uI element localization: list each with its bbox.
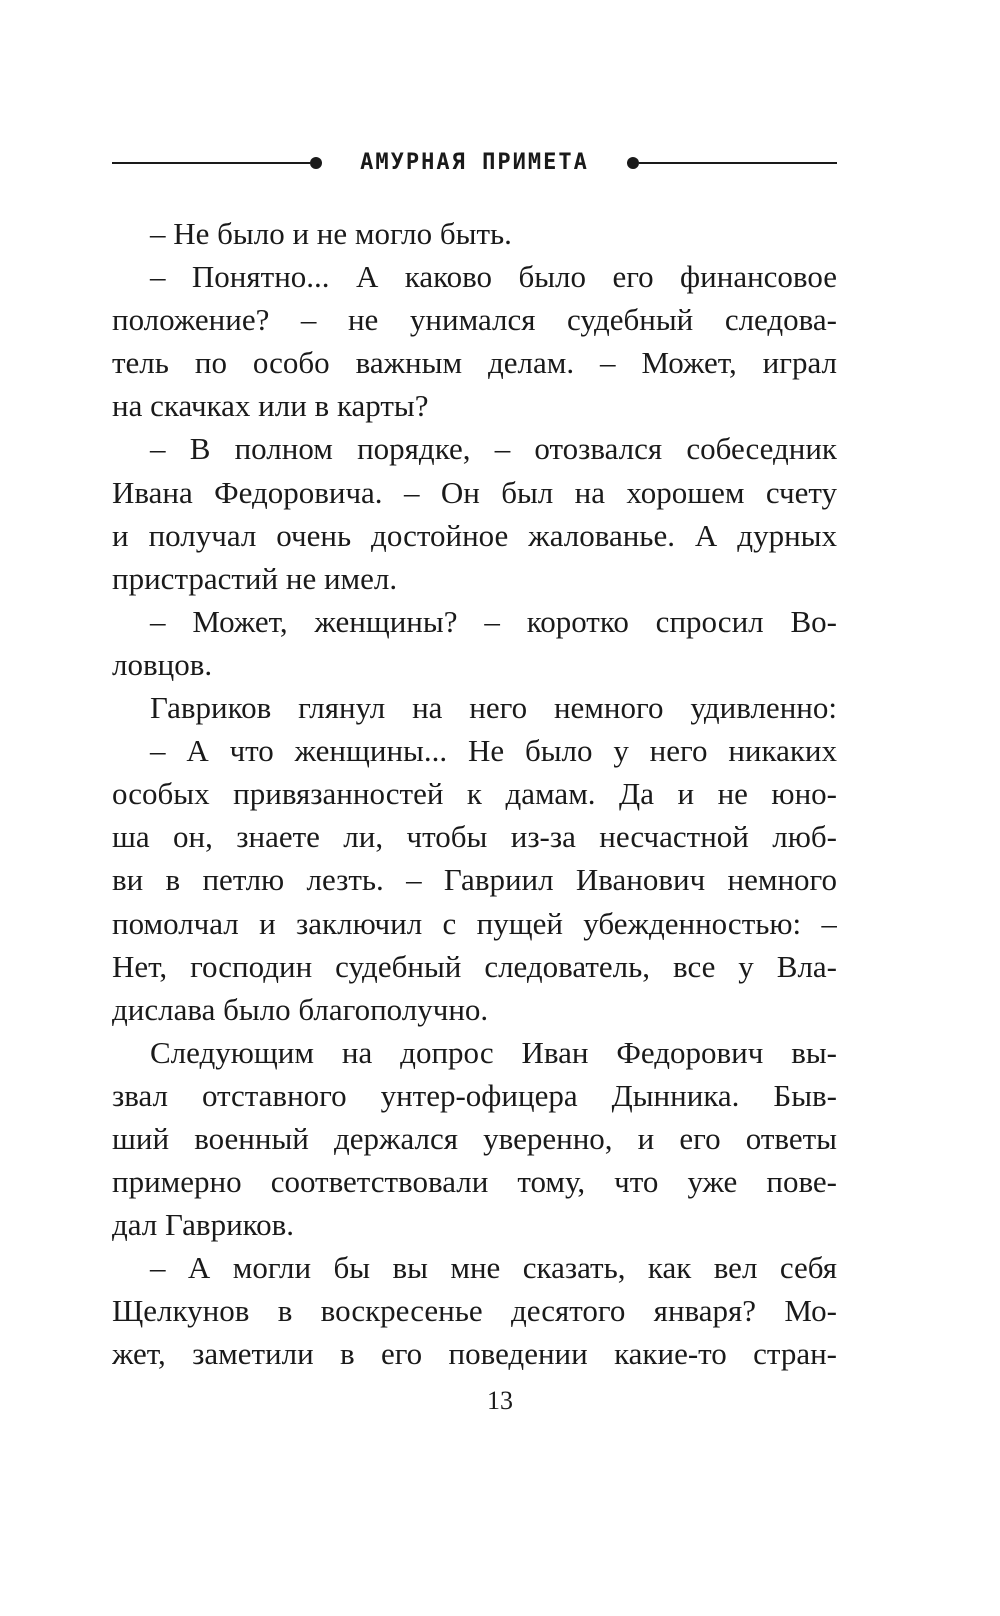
text-line: – А могли бы вы мне сказать, как вел себя (150, 1250, 837, 1286)
text-line: ловцов. (112, 646, 213, 682)
text-line: тель по особо важным делам. – Может, играл (112, 345, 837, 381)
text-line: – В полном порядке, – отозвался собеседник (150, 431, 837, 467)
text-line: дислава было благополучно. (112, 991, 489, 1027)
text-line: – Может, женщины? – коротко спросил Во- (150, 603, 837, 639)
header-right-rule (639, 162, 837, 164)
header-left-rule (112, 162, 310, 164)
text-line: Ивана Федоровича. – Он был на хорошем счету (112, 474, 837, 510)
text-line: ший военный держался уверенно, и его ответы (112, 1120, 837, 1156)
text-line: и получал очень достойное жалованье. А дурных (112, 517, 837, 553)
text-line: – Понятно... А каково было его финансовое (150, 259, 837, 295)
text-line: Щелкунов в воскресенье десятого января? Мо- (112, 1293, 837, 1329)
text-line: особых привязанностей к дамам. Да и не юно- (112, 776, 837, 812)
text-line: Следующим на допрос Иван Федорович вы- (150, 1034, 837, 1070)
text-line: жет, заметили в его поведении какие-то стран- (112, 1336, 837, 1372)
text-line: Нет, господин судебный следователь, все у Вла- (112, 948, 837, 984)
header-right-dot (627, 157, 639, 169)
text-line: примерно соответствовали тому, что уже пове- (112, 1164, 837, 1200)
text-line: – Не было и не могло быть. (150, 216, 512, 251)
text-line: пристрастий не имел. (112, 560, 398, 596)
running-header (112, 148, 837, 178)
text-line: ша он, знаете ли, чтобы из-за несчастной люб- (112, 819, 837, 855)
text-line: звал отставного унтер-офицера Дынника. Быв- (112, 1077, 837, 1113)
text-line: положение? – не унимался судебный следова- (112, 302, 837, 338)
text-line: помолчал и заключил с пущей убежденностью: – (112, 905, 837, 941)
header-left-dot (310, 157, 322, 169)
text-line: ви в петлю лезть. – Гавриил Иванович немного (112, 862, 837, 898)
page-number: 13 (487, 1386, 513, 1415)
text-line: – А что женщины... Не было у него никаких (150, 733, 837, 769)
text-line: Гавриков глянул на него немного удивленно: (150, 690, 837, 726)
body-text (112, 212, 837, 1376)
text-line: дал Гавриков. (112, 1207, 295, 1243)
running-header-title: АМУРНАЯ ПРИМЕТА (360, 150, 589, 175)
text-line: на скачках или в карты? (112, 388, 429, 424)
